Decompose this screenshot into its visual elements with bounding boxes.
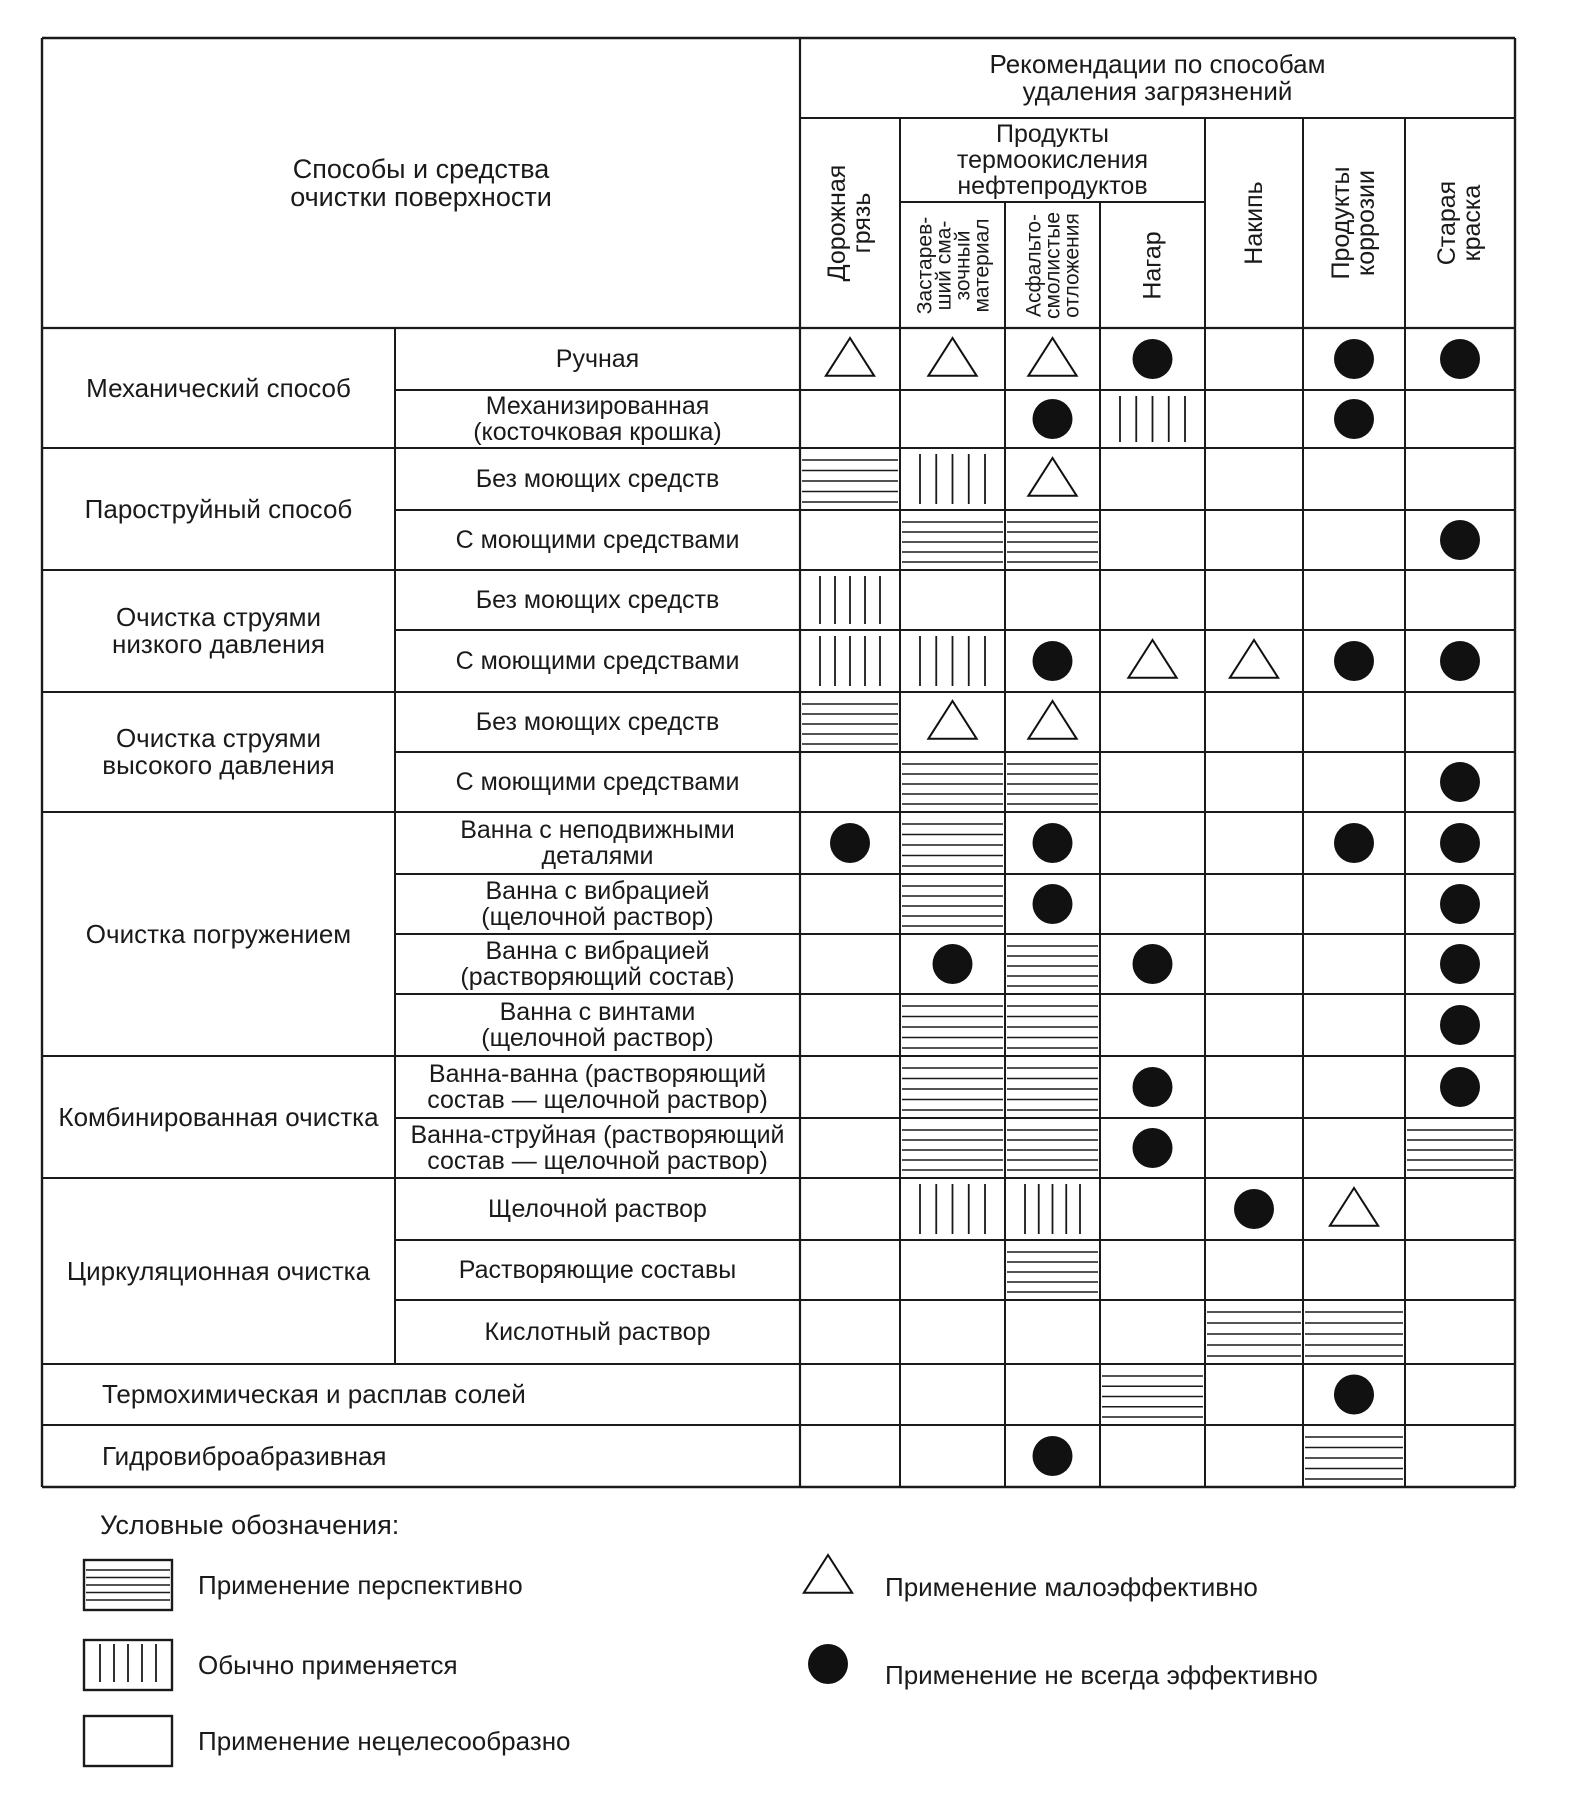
filled-circle-mark	[808, 1644, 848, 1684]
legend-label: Применение нецелесообразно	[198, 1726, 571, 1756]
filled-circle-mark	[1440, 1067, 1480, 1107]
filled-circle-mark	[1440, 823, 1480, 863]
cell-grease-vertical-hatch	[920, 636, 985, 686]
triangle-mark	[928, 701, 976, 739]
cell-grease-horizontal-hatch	[902, 824, 1003, 866]
filled-circle-mark	[1133, 339, 1173, 379]
cell-paint-circle	[1440, 762, 1480, 802]
cell-asphalt-circle	[1033, 1436, 1073, 1476]
cell-scale-triangle	[1230, 640, 1278, 678]
filled-circle-mark	[1133, 1128, 1173, 1168]
cell-asphalt-triangle	[1028, 701, 1076, 739]
filled-circle-mark	[1234, 1189, 1274, 1229]
cell-carbon-triangle	[1128, 640, 1176, 678]
cell-grease-horizontal-hatch	[902, 886, 1003, 926]
column-header-corrosion: Продукты коррозии	[1327, 166, 1380, 280]
column-header-grease: Застарев- ший сма- зочный материал	[912, 216, 993, 314]
cell-asphalt-horizontal-hatch	[1007, 1006, 1098, 1048]
method-group-label: Комбинированная очистка	[58, 1101, 379, 1132]
cell-corrosion-circle	[1334, 641, 1374, 681]
cell-asphalt-horizontal-hatch	[1007, 764, 1098, 804]
filled-circle-mark	[933, 944, 973, 984]
filled-circle-mark	[830, 823, 870, 863]
cell-grease-vertical-hatch	[920, 454, 985, 504]
cell-asphalt-circle	[1033, 399, 1073, 439]
cell-corrosion-circle	[1334, 339, 1374, 379]
cell-grease-triangle	[928, 338, 976, 376]
filled-circle-mark	[1440, 520, 1480, 560]
cell-corrosion-circle	[1334, 1375, 1374, 1415]
cell-road-circle	[830, 823, 870, 863]
legend-vertical-hatch-icon	[100, 1644, 156, 1682]
method-group-label: Термохимическая и расплав солей	[102, 1379, 526, 1409]
triangle-mark	[804, 1555, 852, 1593]
triangle-mark	[1330, 1188, 1378, 1226]
cell-asphalt-horizontal-hatch	[1007, 522, 1098, 562]
filled-circle-mark	[1133, 1067, 1173, 1107]
legend-box	[84, 1716, 172, 1766]
cell-carbon-circle	[1133, 944, 1173, 984]
legend-label: Обычно применяется	[198, 1650, 458, 1680]
filled-circle-mark	[1440, 884, 1480, 924]
cell-paint-horizontal-hatch	[1407, 1130, 1513, 1170]
filled-circle-mark	[1033, 641, 1073, 681]
cell-asphalt-circle	[1033, 823, 1073, 863]
cell-grease-horizontal-hatch	[902, 1006, 1003, 1048]
cell-corrosion-circle	[1334, 823, 1374, 863]
method-group-label: Гидровиброабразивная	[102, 1440, 387, 1471]
sub-method-label: С моющими средствами	[455, 768, 740, 796]
recommendations-header: Рекомендации по способам удаления загрязнений	[989, 49, 1326, 106]
sub-method-label: Без моющих средств	[475, 586, 720, 614]
cell-asphalt-horizontal-hatch	[1007, 1130, 1098, 1170]
cell-asphalt-triangle	[1028, 458, 1076, 496]
method-group-label: Пароструйный способ	[84, 493, 353, 524]
legend-label: Применение малоэффективно	[885, 1572, 1258, 1602]
cell-grease-circle	[933, 944, 973, 984]
column-header-road: Дорожная грязь	[823, 164, 876, 282]
filled-circle-mark	[1033, 1436, 1073, 1476]
cell-grease-horizontal-hatch	[902, 1130, 1003, 1170]
sub-method-label: С моющими средствами	[455, 526, 740, 554]
column-header-paint: Старая краска	[1433, 180, 1486, 266]
legend-circle-icon	[808, 1644, 848, 1684]
thermo-group-header: Продукты термоокисления нефтепродуктов	[956, 120, 1149, 200]
sub-method-label: С моющими средствами	[455, 647, 740, 675]
filled-circle-mark	[1133, 944, 1173, 984]
triangle-mark	[826, 338, 874, 376]
cell-asphalt-circle	[1033, 884, 1073, 924]
filled-circle-mark	[1334, 823, 1374, 863]
column-header-asphalt: Асфальто- смолистые отложения	[1022, 211, 1083, 319]
column-header-scale: Накипь	[1239, 181, 1268, 265]
cell-road-triangle	[826, 338, 874, 376]
cell-scale-circle	[1234, 1189, 1274, 1229]
filled-circle-mark	[1440, 1005, 1480, 1045]
filled-circle-mark	[1440, 944, 1480, 984]
sub-method-label: Ванна с неподвижными деталями	[460, 816, 735, 870]
triangle-mark	[1028, 701, 1076, 739]
sub-method-label: Кислотный раствор	[484, 1318, 711, 1346]
method-group-label: Очистка струями высокого давления	[102, 723, 335, 780]
cell-paint-circle	[1440, 884, 1480, 924]
method-group-label: Очистка погружением	[85, 918, 352, 949]
filled-circle-mark	[1334, 399, 1374, 439]
cell-asphalt-circle	[1033, 641, 1073, 681]
legend-triangle-icon	[804, 1555, 852, 1593]
cell-scale-horizontal-hatch	[1207, 1312, 1301, 1356]
sub-method-label: Ванна-ванна (растворяющий состав — щелочной раствор)	[427, 1060, 768, 1114]
sub-method-label: Без моющих средств	[475, 708, 720, 736]
cell-paint-circle	[1440, 1067, 1480, 1107]
filled-circle-mark	[1334, 1375, 1374, 1415]
triangle-mark	[1028, 458, 1076, 496]
sub-method-label: Ванна с винтами (щелочной раствор)	[481, 998, 714, 1052]
cell-grease-vertical-hatch	[920, 1184, 985, 1234]
cell-carbon-horizontal-hatch	[1102, 1376, 1203, 1417]
filled-circle-mark	[1033, 884, 1073, 924]
cell-paint-circle	[1440, 944, 1480, 984]
filled-circle-mark	[1033, 823, 1073, 863]
cell-grease-horizontal-hatch	[902, 764, 1003, 804]
cell-paint-circle	[1440, 339, 1480, 379]
cell-asphalt-horizontal-hatch	[1007, 1252, 1098, 1292]
legend-title: Условные обозначения:	[100, 1510, 400, 1540]
triangle-mark	[1028, 338, 1076, 376]
cell-carbon-circle	[1133, 1067, 1173, 1107]
sub-method-label: Растворяющие составы	[458, 1256, 737, 1284]
cell-corrosion-circle	[1334, 399, 1374, 439]
methods-header: Способы и средства очистки поверхности	[290, 154, 552, 212]
cell-asphalt-horizontal-hatch	[1007, 1068, 1098, 1110]
cell-carbon-circle	[1133, 1128, 1173, 1168]
cell-paint-circle	[1440, 641, 1480, 681]
cell-corrosion-horizontal-hatch	[1305, 1437, 1403, 1479]
cell-paint-circle	[1440, 520, 1480, 560]
filled-circle-mark	[1440, 641, 1480, 681]
sub-method-label: Ванна-струйная (растворяющий состав — щелочной раствор)	[410, 1121, 785, 1175]
cell-grease-horizontal-hatch	[902, 522, 1003, 562]
cell-road-horizontal-hatch	[802, 704, 898, 744]
method-group-label: Механический способ	[86, 372, 351, 403]
cell-road-vertical-hatch	[820, 576, 880, 624]
cell-corrosion-horizontal-hatch	[1305, 1312, 1403, 1356]
filled-circle-mark	[1440, 339, 1480, 379]
triangle-mark	[1230, 640, 1278, 678]
sub-method-label: Ванна с вибрацией (щелочной раствор)	[481, 877, 714, 931]
cell-carbon-vertical-hatch	[1120, 396, 1185, 442]
cell-road-vertical-hatch	[820, 636, 880, 686]
legend-horizontal-hatch-icon	[86, 1570, 170, 1600]
cell-asphalt-horizontal-hatch	[1007, 946, 1098, 986]
method-group-label: Очистка струями низкого давления	[112, 602, 325, 659]
sub-method-label: Ручная	[555, 345, 640, 373]
sub-method-label: Механизированная (косточковая крошка)	[473, 392, 722, 446]
sub-method-label: Щелочной раствор	[488, 1195, 707, 1223]
filled-circle-mark	[1440, 762, 1480, 802]
cell-corrosion-triangle	[1330, 1188, 1378, 1226]
legend-label: Применение не всегда эффективно	[885, 1660, 1318, 1690]
triangle-mark	[1128, 640, 1176, 678]
method-group-label: Циркуляционная очистка	[66, 1255, 371, 1286]
cell-grease-triangle	[928, 701, 976, 739]
filled-circle-mark	[1334, 339, 1374, 379]
cell-paint-circle	[1440, 1005, 1480, 1045]
cell-asphalt-triangle	[1028, 338, 1076, 376]
filled-circle-mark	[1334, 641, 1374, 681]
cell-paint-circle	[1440, 823, 1480, 863]
cell-grease-horizontal-hatch	[902, 1068, 1003, 1110]
cell-asphalt-vertical-hatch	[1025, 1184, 1080, 1234]
sub-method-label: Ванна с вибрацией (растворяющий состав)	[460, 937, 735, 991]
filled-circle-mark	[1033, 399, 1073, 439]
triangle-mark	[928, 338, 976, 376]
sub-method-label: Без моющих средств	[475, 465, 720, 493]
column-header-carbon: Нагар	[1138, 230, 1166, 300]
cell-carbon-circle	[1133, 339, 1173, 379]
cell-road-horizontal-hatch	[802, 460, 898, 502]
legend-label: Применение перспективно	[198, 1570, 523, 1600]
